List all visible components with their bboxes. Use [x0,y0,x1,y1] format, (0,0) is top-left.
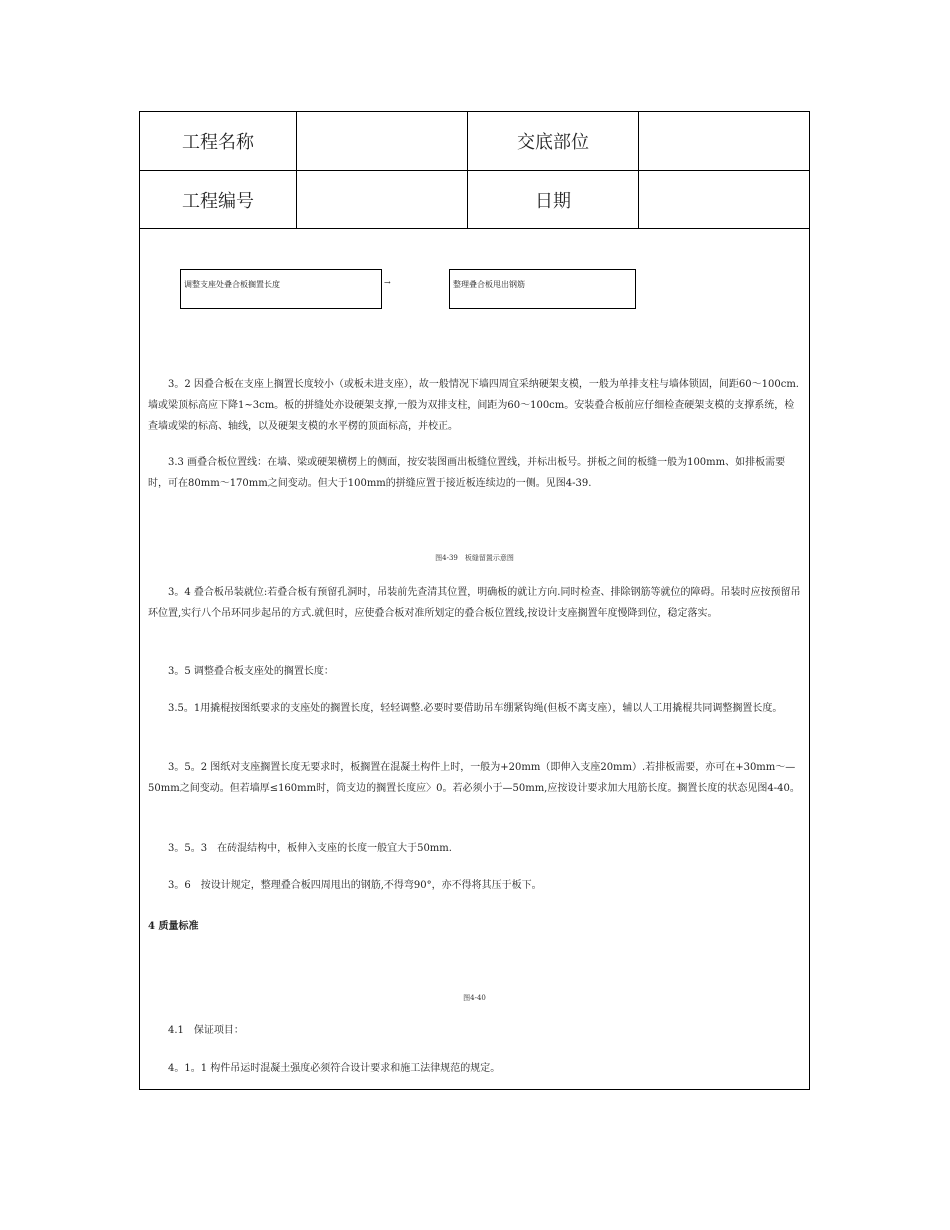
header-table [140,112,809,229]
project-name-value [297,112,468,171]
flow-box-rebar: 整理叠合板甩出钢筋 [449,269,636,309]
flow-box-adjust-bearing: 调整支座处叠合板搁置长度 [180,269,382,309]
date-value [639,171,809,229]
paragraph-3-3: 3.3 画叠合板位置线：在墙、梁或硬架横楞上的侧面，按安装图画出板缝位置线，并标出板号。拼板之间的板缝一般为100mm、如排板需要时，可在80mm～170mm之间变动。但大于100mm的拼缝应置于接近板连续边的一侧。见图4-39. [148,457,786,489]
paragraph-3-2: 3。2 因叠合板在支座上搁置长度较小（或板未进支座），故一般情况下墙四周宜采纳硬架支模，一般为单排支柱与墙体锁固，间距60～100cm.墙或梁顶标高应下降1~3cm。板的拼缝处亦设硬架支撑,一般为双排支柱，间距为60～100cm。安装叠合板前应仔细检查硬架支模的支撑系统，检查墙或梁的标高、轴线，以及硬架支模的水平楞的顶面标高，并校正。 [148,379,799,432]
paragraph-3-5-3: 3。5。3 在砖混结构中，板伸入支座的长度一般宜大于50mm. [168,843,452,854]
project-name-label: 工程名称 [140,112,297,171]
project-number-value [297,171,468,229]
flow-arrow: → [384,278,391,287]
paragraph-4-1: 4.1 保证项目： [168,1025,244,1036]
paragraph-3-5-2: 3。5。2 图纸对支座搁置长度无要求时，板搁置在混凝土构件上时，一般为+20mm（即伸入支座20mm）.若排板需要，亦可在+30mm～—50mm之间变动。但若墙厚≤160mm时，筒支边的搁置长度应〉0。若必须小于—50mm,应按设计要求加大甩筋长度。搁置长度的状态见图4-40。 [148,762,800,794]
project-number-label: 工程编号 [140,171,297,229]
figure-caption-4-39: 图4-39 板缝留置示意图 [435,554,514,562]
handover-location-label: 交底部位 [468,112,639,171]
paragraph-3-5: 3。5 调整叠合板支座处的搁置长度： [168,666,334,677]
handover-document [139,111,810,1090]
paragraph-4-1-1: 4。1。1 构件吊运时混凝土强度必须符合设计要求和施工法律规范的规定。 [168,1063,501,1074]
paragraph-3-5-1: 3.5。1用撬棍按图纸要求的支座处的搁置长度，轻轻调整.必要时要借助吊车绷紧钩绳(但板不离支座），辅以人工用撬棍共同调整搁置长度。 [168,703,783,714]
paragraph-3-6: 3。6 按设计规定，整理叠合板四周甩出的钢筋,不得弯90°，亦不得将其压于板下。 [168,880,542,891]
paragraph-3-4: 3。4 叠合板吊装就位:若叠合板有预留孔洞时，吊装前先查清其位置，明确板的就让方向.同时检查、排除钢筋等就位的障碍。吊装时应按预留吊环位置,实行八个吊环同步起吊的方式.就但时，应使叠合板对准所划定的叠合板位置线,按设计支座搁置年度慢降到位，稳定落实。 [148,587,801,619]
figure-caption-4-40: 图4-40 [463,994,486,1002]
date-label: 日期 [468,171,639,229]
section-heading-4: 4 质量标准 [148,921,199,932]
handover-location-value [639,112,809,171]
